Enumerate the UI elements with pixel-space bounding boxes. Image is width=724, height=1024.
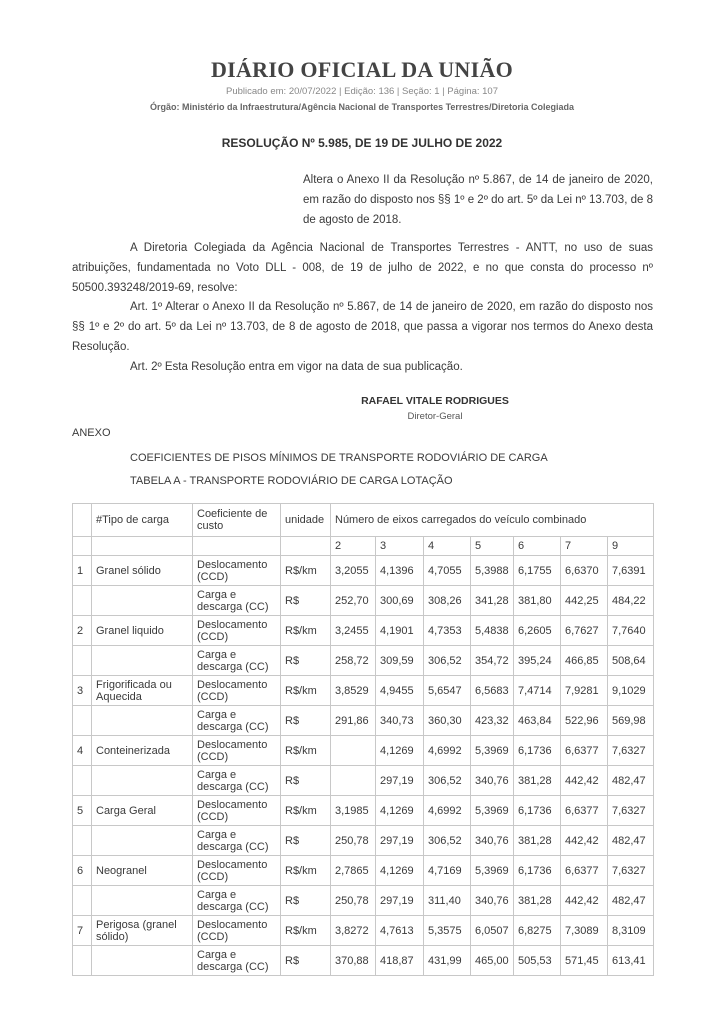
unit: R$/km	[281, 616, 331, 646]
value-cell: 442,25	[561, 586, 608, 616]
axle-count-row	[73, 537, 654, 556]
value-cell: 418,87	[376, 946, 424, 976]
value-cell: 381,28	[514, 766, 561, 796]
axle-col: 5	[471, 537, 514, 556]
cargo-type: Neogranel	[92, 856, 193, 886]
value-cell: 4,1269	[376, 796, 424, 826]
cargo-type	[92, 646, 193, 676]
cargo-type	[92, 826, 193, 856]
table-row	[73, 856, 654, 886]
value-cell: 5,3969	[471, 856, 514, 886]
unit: R$	[281, 826, 331, 856]
value-cell: 381,28	[514, 886, 561, 916]
row-number: 1	[73, 556, 92, 586]
value-cell: 4,7613	[376, 916, 424, 946]
value-cell	[331, 766, 376, 796]
unit: R$/km	[281, 916, 331, 946]
axle-col: 2	[331, 537, 376, 556]
unit: R$/km	[281, 736, 331, 766]
cargo-type: Perigosa (granel sólido)	[92, 916, 193, 946]
cost-coefficient: Carga e descarga (CC)	[193, 586, 281, 616]
value-cell: 309,59	[376, 646, 424, 676]
value-cell: 340,73	[376, 706, 424, 736]
value-cell: 6,7627	[561, 616, 608, 646]
value-cell: 4,6992	[424, 736, 471, 766]
value-cell: 6,5683	[471, 676, 514, 706]
unit: R$	[281, 706, 331, 736]
value-cell: 297,19	[376, 766, 424, 796]
resolution-summary: Altera o Anexo II da Resolução nº 5.867, de 14 de janeiro de 2020, em razão do disposto nos §§ 1º e 2º do art. 5º da Lei nº 13.703, de 8 de agosto de 2018.	[303, 174, 653, 226]
value-cell: 3,2455	[331, 616, 376, 646]
cargo-type	[92, 766, 193, 796]
unit: R$/km	[281, 676, 331, 706]
value-cell: 7,3089	[561, 916, 608, 946]
header-cell-type: #Tipo de carga	[92, 504, 193, 537]
row-number: 5	[73, 796, 92, 826]
value-cell: 4,1901	[376, 616, 424, 646]
axle-col: 6	[514, 537, 561, 556]
value-cell: 6,1755	[514, 556, 561, 586]
value-cell: 250,78	[331, 826, 376, 856]
table-row	[73, 646, 654, 676]
row-number	[73, 586, 92, 616]
value-cell: 482,47	[608, 826, 654, 856]
value-cell: 6,8275	[514, 916, 561, 946]
unit: R$	[281, 646, 331, 676]
value-cell: 431,99	[424, 946, 471, 976]
cost-coefficient: Carga e descarga (CC)	[193, 946, 281, 976]
cost-coefficient: Carga e descarga (CC)	[193, 826, 281, 856]
unit: R$/km	[281, 556, 331, 586]
cost-coefficient: Carga e descarga (CC)	[193, 766, 281, 796]
value-cell: 463,84	[514, 706, 561, 736]
cargo-type: Granel liquido	[92, 616, 193, 646]
table-row	[73, 706, 654, 736]
cost-coefficient: Deslocamento (CCD)	[193, 616, 281, 646]
cargo-type	[92, 706, 193, 736]
cost-coefficient: Carga e descarga (CC)	[193, 646, 281, 676]
value-cell: 395,24	[514, 646, 561, 676]
article-2: Art. 2º Esta Resolução entra em vigor na data de sua publicação.	[130, 361, 463, 373]
value-cell: 4,6992	[424, 796, 471, 826]
value-cell: 5,3969	[471, 736, 514, 766]
value-cell: 9,1029	[608, 676, 654, 706]
table-row	[73, 886, 654, 916]
row-number	[73, 646, 92, 676]
value-cell: 6,6377	[561, 856, 608, 886]
table-row	[73, 586, 654, 616]
table-row	[73, 616, 654, 646]
value-cell: 4,7353	[424, 616, 471, 646]
row-number: 4	[73, 736, 92, 766]
value-cell: 6,1736	[514, 736, 561, 766]
coefficients-table	[72, 503, 654, 976]
cost-coefficient: Deslocamento (CCD)	[193, 676, 281, 706]
row-number	[73, 706, 92, 736]
row-number	[73, 946, 92, 976]
axle-col: 9	[608, 537, 654, 556]
value-cell: 442,42	[561, 766, 608, 796]
value-cell: 4,1269	[376, 736, 424, 766]
value-cell: 354,72	[471, 646, 514, 676]
value-cell: 250,78	[331, 886, 376, 916]
cost-coefficient: Deslocamento (CCD)	[193, 556, 281, 586]
unit: R$	[281, 766, 331, 796]
value-cell: 7,6327	[608, 856, 654, 886]
value-cell: 3,8272	[331, 916, 376, 946]
cargo-type	[92, 886, 193, 916]
value-cell: 6,6377	[561, 796, 608, 826]
article-1: Art. 1º Alterar o Anexo II da Resolução nº 5.867, de 14 de janeiro de 2020, em razão do disposto nos §§ 1º e 2º do art. 5º da Lei nº 13.703, de 8 de agosto de 2018, que passa a vigorar nos termos do Anexo desta Resolução.	[72, 301, 653, 353]
table-row	[73, 766, 654, 796]
value-cell: 442,42	[561, 826, 608, 856]
value-cell: 466,85	[561, 646, 608, 676]
cargo-type: Conteinerizada	[92, 736, 193, 766]
value-cell: 484,22	[608, 586, 654, 616]
table-row	[73, 826, 654, 856]
value-cell: 341,28	[471, 586, 514, 616]
value-cell: 442,42	[561, 886, 608, 916]
value-cell: 252,70	[331, 586, 376, 616]
cargo-type: Frigorificada ou Aquecida	[92, 676, 193, 706]
row-number	[73, 766, 92, 796]
preamble-paragraph: A Diretoria Colegiada da Agência Nacional de Transportes Terrestres - ANTT, no uso de suas atribuições, fundamentada no Voto DLL - 008, de 19 de julho de 2022, e no que consta do processo nº 50500.393248/2019-69, resolve:	[72, 242, 653, 294]
value-cell: 340,76	[471, 766, 514, 796]
value-cell: 306,52	[424, 766, 471, 796]
row-number	[73, 826, 92, 856]
signer-name: RAFAEL VITALE RODRIGUES	[361, 395, 509, 407]
value-cell: 4,7169	[424, 856, 471, 886]
header-cell-axles: Número de eixos carregados do veículo combinado	[331, 504, 654, 537]
value-cell: 297,19	[376, 886, 424, 916]
publication-meta: Publicado em: 20/07/2022 | Edição: 136 | Seção: 1 | Página: 107	[225, 86, 498, 97]
cost-coefficient: Deslocamento (CCD)	[193, 796, 281, 826]
resolution-title: RESOLUÇÃO Nº 5.985, DE 19 DE JULHO DE 2022	[221, 136, 503, 150]
value-cell: 5,3988	[471, 556, 514, 586]
cargo-type	[92, 946, 193, 976]
cost-coefficient: Carga e descarga (CC)	[193, 886, 281, 916]
cost-coefficient: Carga e descarga (CC)	[193, 706, 281, 736]
value-cell: 381,28	[514, 826, 561, 856]
value-cell: 4,9455	[376, 676, 424, 706]
value-cell: 297,19	[376, 826, 424, 856]
value-cell: 423,32	[471, 706, 514, 736]
cost-coefficient: Deslocamento (CCD)	[193, 856, 281, 886]
value-cell	[331, 736, 376, 766]
axle-col: 3	[376, 537, 424, 556]
value-cell: 5,6547	[424, 676, 471, 706]
value-cell: 482,47	[608, 766, 654, 796]
row-number: 3	[73, 676, 92, 706]
unit: R$/km	[281, 856, 331, 886]
signer-role: Diretor-Geral	[407, 411, 463, 422]
value-cell: 6,6377	[561, 736, 608, 766]
value-cell: 4,1396	[376, 556, 424, 586]
value-cell: 569,98	[608, 706, 654, 736]
header-cell-unit: unidade	[281, 504, 331, 537]
value-cell: 306,52	[424, 646, 471, 676]
value-cell: 306,52	[424, 826, 471, 856]
value-cell: 6,1736	[514, 856, 561, 886]
value-cell: 360,30	[424, 706, 471, 736]
table-header-row	[73, 504, 654, 537]
value-cell: 340,76	[471, 886, 514, 916]
unit: R$	[281, 586, 331, 616]
table-title: TABELA A - TRANSPORTE RODOVIÁRIO DE CARGA LOTAÇÃO	[130, 475, 453, 487]
cargo-type: Granel sólido	[92, 556, 193, 586]
value-cell: 370,88	[331, 946, 376, 976]
value-cell: 5,3969	[471, 796, 514, 826]
value-cell: 5,3575	[424, 916, 471, 946]
cost-coefficient: Deslocamento (CCD)	[193, 736, 281, 766]
value-cell: 571,45	[561, 946, 608, 976]
value-cell: 7,7640	[608, 616, 654, 646]
value-cell: 508,64	[608, 646, 654, 676]
row-number: 2	[73, 616, 92, 646]
value-cell: 340,76	[471, 826, 514, 856]
value-cell: 7,4714	[514, 676, 561, 706]
row-number: 6	[73, 856, 92, 886]
page-title: DIÁRIO OFICIAL DA UNIÃO	[210, 57, 514, 82]
value-cell: 522,96	[561, 706, 608, 736]
axle-col: 7	[561, 537, 608, 556]
value-cell: 7,6327	[608, 796, 654, 826]
table-row	[73, 556, 654, 586]
table-row	[73, 916, 654, 946]
value-cell: 465,00	[471, 946, 514, 976]
cargo-type: Carga Geral	[92, 796, 193, 826]
value-cell: 291,86	[331, 706, 376, 736]
value-cell: 3,2055	[331, 556, 376, 586]
row-number: 7	[73, 916, 92, 946]
value-cell: 300,69	[376, 586, 424, 616]
value-cell: 2,7865	[331, 856, 376, 886]
unit: R$/km	[281, 796, 331, 826]
value-cell: 258,72	[331, 646, 376, 676]
value-cell: 613,41	[608, 946, 654, 976]
axle-col: 4	[424, 537, 471, 556]
value-cell: 7,6391	[608, 556, 654, 586]
value-cell: 482,47	[608, 886, 654, 916]
value-cell: 3,8529	[331, 676, 376, 706]
value-cell: 381,80	[514, 586, 561, 616]
value-cell: 6,6370	[561, 556, 608, 586]
value-cell: 7,9281	[561, 676, 608, 706]
unit: R$	[281, 886, 331, 916]
row-number	[73, 886, 92, 916]
header-cell-coef: Coeficiente de custo	[193, 504, 281, 537]
value-cell: 4,1269	[376, 856, 424, 886]
annex-title: COEFICIENTES DE PISOS MÍNIMOS DE TRANSPORTE RODOVIÁRIO DE CARGA	[130, 452, 548, 464]
value-cell: 311,40	[424, 886, 471, 916]
issuing-organ: Órgão: Ministério da Infraestrutura/Agência Nacional de Transportes Terrestres/Diretoria Colegiada	[150, 102, 574, 112]
table-row	[73, 676, 654, 706]
value-cell: 6,0507	[471, 916, 514, 946]
value-cell: 6,2605	[514, 616, 561, 646]
value-cell: 3,1985	[331, 796, 376, 826]
value-cell: 6,1736	[514, 796, 561, 826]
value-cell: 4,7055	[424, 556, 471, 586]
table-row	[73, 946, 654, 976]
value-cell: 505,53	[514, 946, 561, 976]
value-cell: 5,4838	[471, 616, 514, 646]
annex-label: ANEXO	[72, 427, 111, 439]
value-cell: 308,26	[424, 586, 471, 616]
value-cell: 8,3109	[608, 916, 654, 946]
unit: R$	[281, 946, 331, 976]
cost-coefficient: Deslocamento (CCD)	[193, 916, 281, 946]
cargo-type	[92, 586, 193, 616]
header-cell-number	[73, 504, 92, 537]
table-row	[73, 736, 654, 766]
value-cell: 7,6327	[608, 736, 654, 766]
table-row	[73, 796, 654, 826]
